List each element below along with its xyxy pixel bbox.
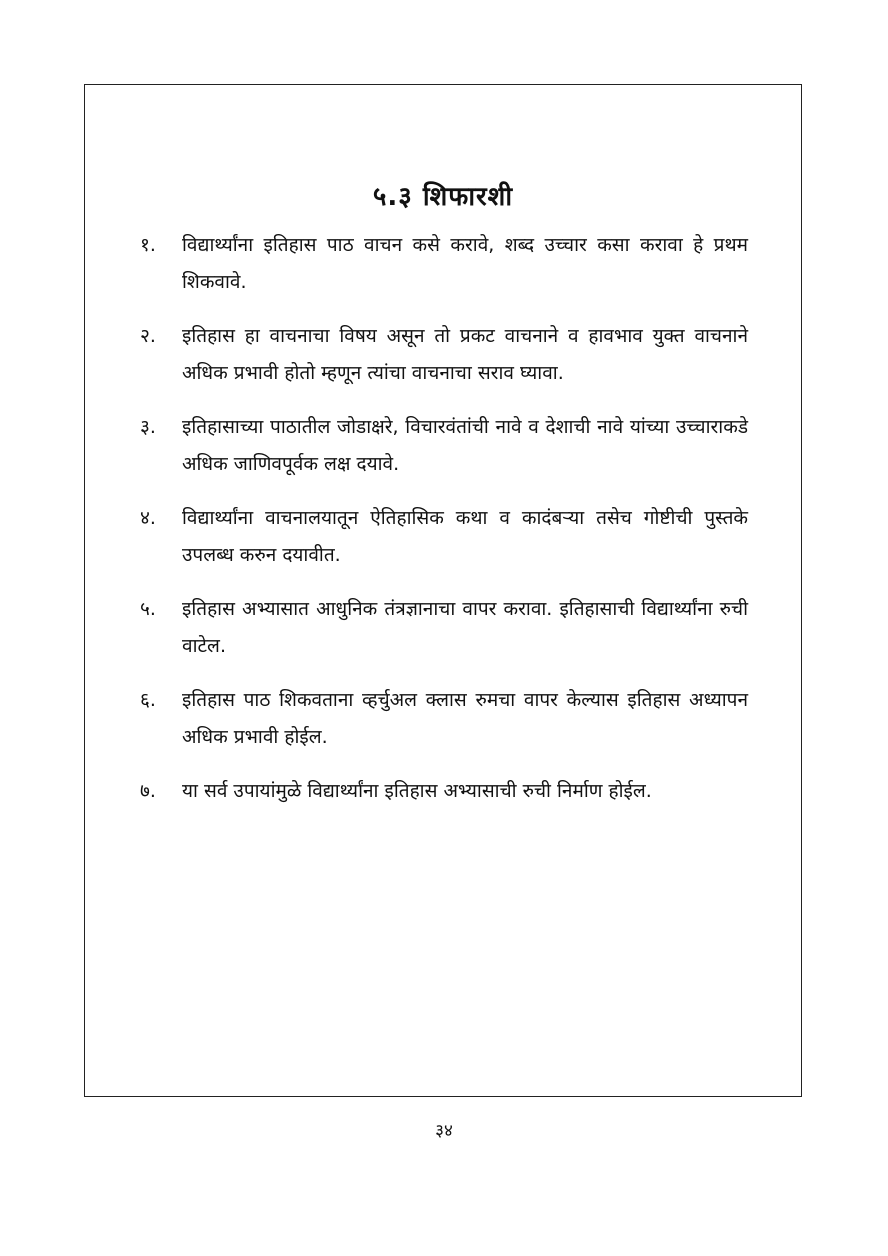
list-item bbox=[140, 409, 748, 483]
item-text: इतिहास पाठ शिकवताना व्हर्चुअल क्लास रुमचा वापर केल्यास इतिहास अध्यापन अधिक प्रभावी होईल. bbox=[182, 689, 748, 748]
item-text: इतिहासाच्या पाठातील जोडाक्षरे, विचारवंतांची नावे व देशाची नावे यांच्या उच्चाराकडे अधिक जाणिवपूर्वक लक्ष दयावे. bbox=[182, 416, 748, 475]
recommendation-list bbox=[140, 227, 748, 827]
list-item bbox=[140, 227, 748, 301]
item-number: ३. bbox=[140, 416, 156, 438]
list-item bbox=[140, 773, 748, 810]
list-item bbox=[140, 682, 748, 756]
list-item bbox=[140, 318, 748, 392]
item-number: ७. bbox=[140, 780, 156, 802]
item-number: २. bbox=[140, 325, 156, 347]
item-text: विद्यार्थ्यांना इतिहास पाठ वाचन कसे करावे, शब्द उच्चार कसा करावा हे प्रथम शिकवावे. bbox=[182, 234, 748, 293]
item-text: विद्यार्थ्यांना वाचनालयातून ऐतिहासिक कथा व कादंबऱ्या तसेच गोष्टीची पुस्तके उपलब्ध करुन दयावीत. bbox=[182, 507, 748, 566]
item-number: ४. bbox=[140, 507, 156, 529]
item-number: ५. bbox=[140, 598, 156, 620]
list-item bbox=[140, 591, 748, 665]
item-text: इतिहास हा वाचनाचा विषय असून तो प्रकट वाचनाने व हावभाव युक्त वाचनाने अधिक प्रभावी होतो म्हणून त्यांचा वाचनाचा सराव घ्यावा. bbox=[182, 325, 748, 384]
list-item bbox=[140, 500, 748, 574]
item-text: इतिहास अभ्यासात आधुनिक तंत्रज्ञानाचा वापर करावा. इतिहासाची विद्यार्थ्यांना रुची वाटेल. bbox=[182, 598, 748, 657]
item-number: ६. bbox=[140, 689, 156, 711]
item-number: १. bbox=[140, 234, 156, 256]
page-number: ३४ bbox=[435, 1121, 453, 1141]
page-frame bbox=[84, 84, 802, 1097]
section-title: ५.३ शिफारशी bbox=[372, 182, 514, 212]
item-text: या सर्व उपायांमुळे विद्यार्थ्यांना इतिहास अभ्यासाची रुची निर्माण होईल. bbox=[182, 780, 652, 802]
